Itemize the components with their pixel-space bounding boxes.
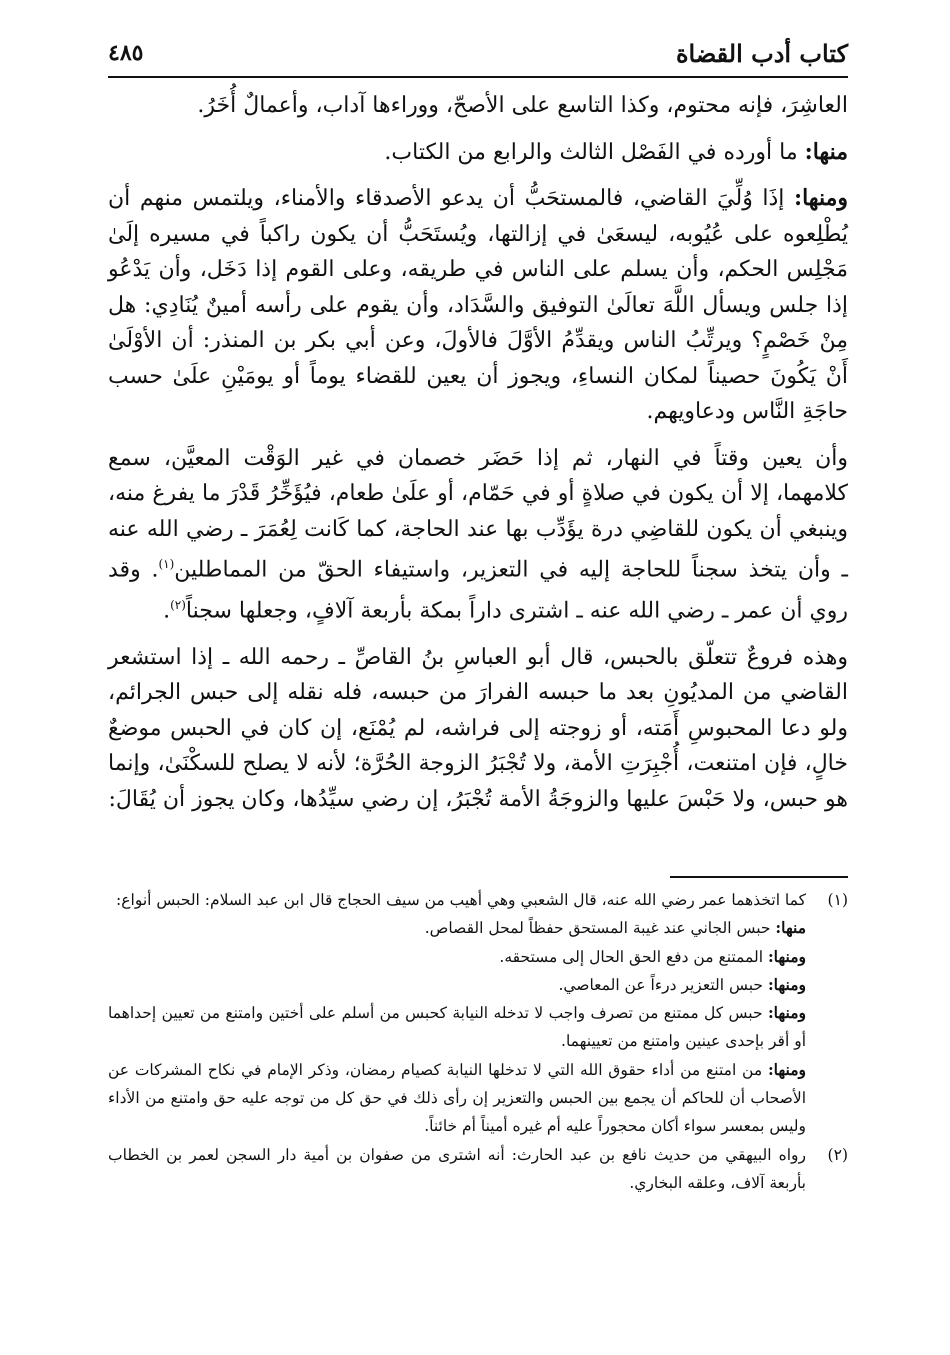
footnote-1-item [108, 971, 806, 999]
footnote-1-item [108, 1056, 806, 1141]
paragraph-4-end: . [163, 598, 171, 624]
paragraph-3-lead: ومنها: [793, 185, 848, 211]
footnote-1-item-text: حبس التعزير درءاً عن المعاصي. [558, 975, 768, 994]
paragraph-4 [108, 441, 848, 629]
paragraph-2-text: ما أورده في الفَصْل الثالث والرابع من الكتاب. [384, 139, 805, 165]
paragraph-2-lead: منها: [804, 138, 848, 165]
main-text [108, 88, 848, 828]
footnote-1-item [108, 999, 806, 1056]
footnote-1-item-label: ومنها: [767, 1003, 806, 1023]
paragraph-1: العاشِرَ، فإنه محتوم، وكذا التاسع على الأصحّ، ووراءها آداب، وأعمالٌ أُخَرُ. [197, 93, 848, 118]
footnote-ref-1[interactable]: (١) [158, 557, 175, 571]
footnote-1-item-label: ومنها: [767, 974, 806, 994]
paragraph-4-text: وأن يعين وقتاً في النهار، ثم إذا حَضَر خصمان في غير الوَقْت المعيَّن، سمع كلامهما، إلا أن يكون في صلاةٍ أو في حَمّام، أو علَىٰ طعام، فيُؤَخِّرُ قَدْرَ ما يفرغ منه، وينبغي أن يكون للقاضِي درة يؤَدِّب بها عند الحاجة، كما كَانت لِعُمَرَ ـ رضي الله عنه ـ وأن يتخذ سجناً للحاجة إليه في التعزير، واستيفاء الحقّ من المماطلين [108, 445, 848, 583]
footnote-1-item-text: من امتنع من أداء حقوق الله التي لا تدخلها النيابة كصيام رمضان، وذكر الإمام في نكاح المشركات عن الأصحاب أن للحاكم أن يجمع بين الحبس والتعزير إن رأى ذلك في حق كل من توجه عليه حق وامتنع من الأداء وليس بمعسر سواء أكان محجوراً عليه أم غيره أميناً أم خائناً. [108, 1060, 806, 1136]
footnote-1-body [108, 886, 806, 1141]
paragraph-4-mid: . وقد روي أن عمر ـ رضي الله عنه ـ اشترى داراً بمكة بأربعة آلافٍ، وجعلها سجناً [108, 557, 848, 624]
paragraph-3 [108, 181, 848, 430]
footnote-1-item-text: الممتنع من دفع الحق الحال إلى مستحقه. [499, 947, 768, 966]
footnote-2-number: (٢) [827, 1145, 848, 1164]
footnote-2-text: رواه البيهقي من حديث نافع بن عبد الحارث: أنه اشترى من صفوان بن أمية دار السجن لعمر بن الخطاب بأربعة آلاف، وعلقه البخاري. [108, 1145, 806, 1192]
footnote-1-intro: كما اتخذهما عمر رضي الله عنه، قال الشعبي وهي أهيب من سيف الحجاج قال ابن عبد السلام: الحبس أنواع: [116, 891, 806, 909]
footnotes [108, 886, 848, 1197]
footnote-1-item [108, 914, 806, 942]
paragraph-2 [108, 135, 848, 171]
page-header [108, 30, 848, 78]
paragraph-3-text: إذَا وُلِّيَ القاضي، فالمستحَبُّ أن يدعو الأصدقاء والأمناء، ويلتمس منهم أن يُطْلِعوه على عُيُوبه، ليسعَىٰ في إزالتها، ويُستَحَبُّ أن يكون راكباً في مسيره إلَىٰ مَجْلِس الحكم، وأن يسلم على الناس في طريقه، وعلى القوم إذا دَخَل، وأن يَدْعُو إذا جلس ويسأل اللَّهَ تعالَىٰ التوفيق والسَّدَاد، وأن يقوم على رأسه أمينٌ يُنَادِي: هل مِنْ خَصْمٍ؟ ويرتِّبُ الناس ويقدِّمُ الأوَّلَ فالأولَ، وعن أبي بكر بن المنذر: أن الأوْلَىٰ أَنْ يَكُونَ حصيناً لمكان النساءِ، ويجوز أن يعين للقضاء يوماً أو يومَيْنِ علَىٰ حسب حاجَةِ النَّاس ودعاويهم. [108, 186, 848, 424]
footnote-1 [108, 886, 848, 1141]
footnote-2-body [108, 1141, 806, 1198]
page-number: ٤٨٥ [108, 40, 144, 66]
footnote-1-item-text: حبس كل ممتنع من تصرف واجب لا تدخله النيابة كحبس من أسلم على أختين وامتنع من تعيين إحداهما أو أقر بإحدى عينين وامتنع من تعيينهما. [108, 1004, 806, 1051]
footnote-1-item [108, 943, 806, 971]
footnote-1-item-text: حبس الجاني عند غيبة المستحق حفظاً لمحل القصاص. [424, 919, 776, 938]
footnote-1-item-label: ومنها: [767, 1059, 806, 1079]
footnote-2 [108, 1141, 848, 1198]
footnote-1-item-label: منها: [775, 918, 806, 938]
footnote-1-item-label: ومنها: [767, 946, 806, 966]
book-title: كتاب أدب القضاة [675, 38, 848, 68]
footnote-ref-2[interactable]: (٢) [170, 597, 186, 612]
paragraph-5: وهذه فروعٌ تتعلّق بالحبس، قال أبو العباسِ بنُ القاصِّ ـ رحمه الله ـ إذا استشعر القاضي من المديُونِ بعد ما حبسه الفرارَ من حبسه، فله نقله إلى حبس الجرائم، ولو دعا المحبوسِ أَمَته، أو زوجته إلى فراشه، لم يُمْنَع، إن كان في الحبس موضعٌ خالٍ، فإن امتنعت، أُجْبِرَتِ الأمة، ولا تُجْبَرُ الزوجة الحُرَّة؛ لأنه لا يصلح للسكْنَىٰ، وإنما هو حبس، ولا حَبْسَ عليها والزوجَةُ الأمة تُجْبَرُ، إن رضي سيِّدُها، وكان يجوز أن يُقَالَ: [108, 644, 848, 812]
footnote-divider [670, 876, 848, 878]
footnote-1-number: (١) [827, 891, 848, 909]
